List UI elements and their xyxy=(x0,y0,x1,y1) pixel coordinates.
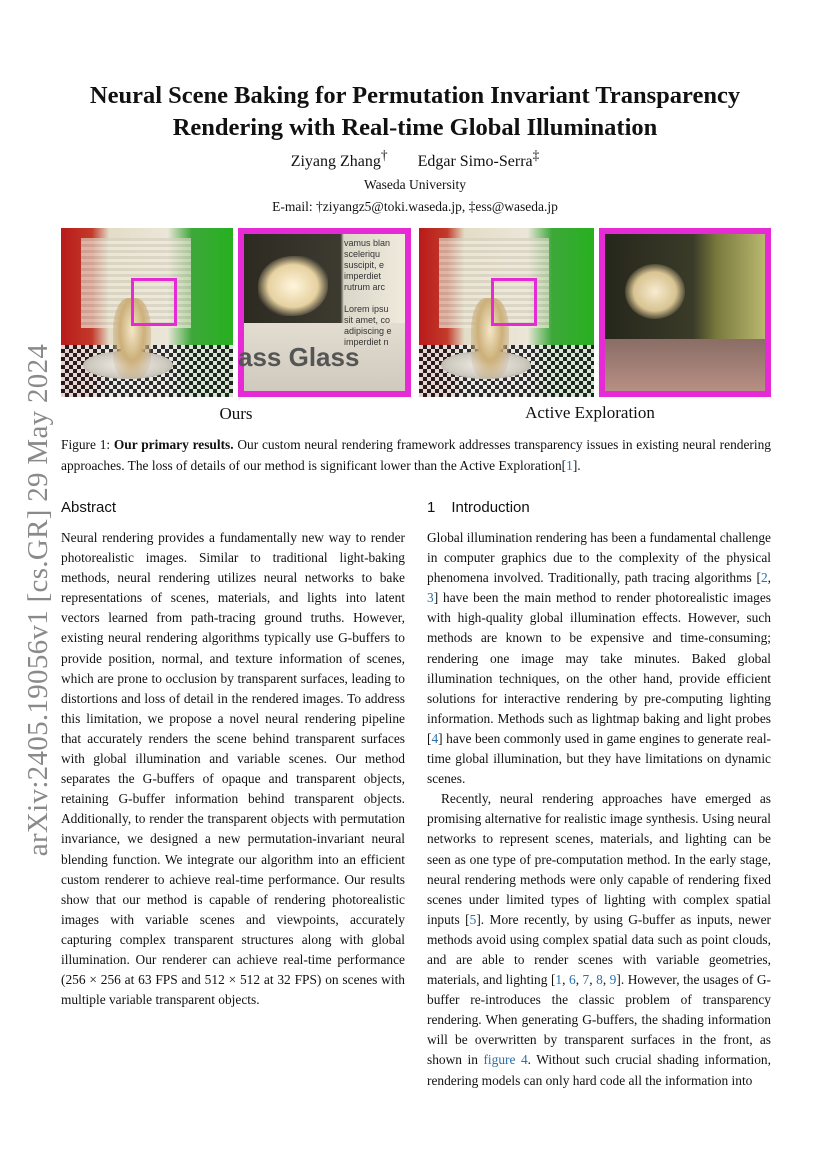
title-line-1: Neural Scene Baking for Permutation Invariant Transparency xyxy=(89,82,741,109)
intro-heading xyxy=(427,499,530,516)
author-1 xyxy=(290,148,388,171)
intro-paragraph-2: Recently, neural rendering approaches have emerged as promising alternative for realistic image synthesis. Using neural networks to represent scenes, materials, and lighting can be seen as one type of pre-computation method. In the early stage, neural rendering methods were only capable of rendering fixed scenes under limited types of lighting with complex spatial inputs [5]. More recently, by using G-buffer as inputs, newer methods avoid using complex spatial data such as point clouds, and are able to render scenes with variable geometries, materials, and lighting [1, 6, 7, 8, 9]. However, the usages of G-buffer re-introduces the classic problem of transparency rendering. When generating G-buffers, the shading information will be overwritten by transparent surfaces in the front, as shown in figure 4. Without such crucial shading information, rendering models can only hard code all the information into xyxy=(427,791,772,1088)
ours-render-image xyxy=(61,228,233,397)
intro-paragraph-1: Global illumination rendering has been a fundamental challenge in computer graphics due to the complexity of the physical phenomena involved. Traditionally, path tracing algorithms [2, 3] have been the main method to render photorealistic images with high-quality global illumination effects. However, such methods are known to be expensive and time-consuming; rendering one image may take minutes. Baked global illumination techniques, on the other hand, provide efficient solutions for interactive rendering by pre-computing lighting information. Methods such as lightmap baking and light probes [4] have been commonly used in game engines to generate real-time global illumination, but they have limitations on dynamic scenes. xyxy=(427,530,771,787)
intro-body xyxy=(427,528,771,1091)
ours-zoom-crop xyxy=(238,228,411,397)
active-exploration-render-image xyxy=(419,228,594,397)
crop-lower-area xyxy=(605,339,765,391)
text-span: Global illumination rendering has been a fundamental challenge in computer graphics due to the complexity of the physical phenomena involved. Traditionally, path tracing algorithms [ xyxy=(427,530,771,586)
author-1-name: Ziyang Zhang xyxy=(290,153,381,171)
paper-title xyxy=(70,80,760,144)
active-exploration-zoom-crop xyxy=(599,228,771,397)
text-span: Recently, neural rendering approaches have emerged as promising alternative for realistic image synthesis. Using neural networks to represent scenes, materials, and lighting can be seen as one type of pre-computation method. In the early stage, neural rendering methods were only capable of rendering fixed scenes under limited types of lighting with complex spatial inputs [ xyxy=(427,791,771,927)
text-span: ]. However, the usages of G-buffer re-introduces the classic problem of transparency rendering. When generating G-buffers, the shading information will be overwritten by transparent surfaces in the front, as shown in xyxy=(427,972,771,1068)
caption-text: Our custom neural rendering framework addresses transparency issues in existing neural rendering approaches. The loss of details of our method is significant lower than the Active Exploration[ xyxy=(61,437,771,473)
arxiv-stamp: arXiv:2405.19056v1 [cs.GR] 29 May 2024 xyxy=(22,343,54,857)
affiliation: Waseda University xyxy=(363,177,466,192)
text-span: ]. More recently, by using G-buffer as inputs, newer methods avoid using complex spatial data such as point clouds, and are able to render scenes with variable geometries, materials, and lighting [ xyxy=(427,911,772,988)
author-2-mark: ‡ xyxy=(532,148,540,163)
citation-link[interactable]: 2 xyxy=(760,570,768,586)
citation-link[interactable]: 7 xyxy=(582,972,590,988)
section-title: Introduction xyxy=(451,499,530,516)
crop-highlight xyxy=(625,264,685,319)
label-ours: Ours xyxy=(219,404,253,423)
author-2 xyxy=(417,148,540,171)
author-1-mark: † xyxy=(380,148,388,163)
citation-link[interactable]: 4 xyxy=(431,730,439,746)
caption-prefix: Figure 1: xyxy=(61,437,114,452)
citation-link[interactable]: 3 xyxy=(427,590,434,606)
text-span: ] have been the main method to render photorealistic images with high-quality global illumination effects. However, such methods are known to be expensive and time-consuming; rendering one image may take minutes. Baked global illumination techniques, on the other hand, provide efficient solutions for interactive rendering by pre-computing lighting information. Methods such as lightmap baking and light probes [ xyxy=(427,590,771,746)
label-active-exploration: Active Exploration xyxy=(525,403,655,422)
email-line: E-mail: †ziyangz5@toki.waseda.jp, ‡ess@waseda.jp xyxy=(272,199,558,214)
crop-highlight xyxy=(258,256,328,316)
caption-bold: Our primary results. xyxy=(113,437,234,452)
abstract-heading: Abstract xyxy=(61,499,117,516)
figure-link[interactable]: figure 4 xyxy=(483,1052,528,1068)
zoom-region-box xyxy=(131,278,177,326)
abstract-body xyxy=(61,528,405,1010)
section-number: 1 xyxy=(427,499,436,516)
title-line-2: Rendering with Real-time Global Illumination xyxy=(172,114,658,141)
citation-link[interactable]: 8 xyxy=(596,972,603,988)
caption-end: ]. xyxy=(572,458,581,473)
citation-link[interactable]: 9 xyxy=(609,972,617,988)
abstract-paragraph: Neural rendering provides a fundamentally new way to render photorealistic images. Similar to traditional light-baking methods, neural rendering utilizes neural networks to bake representations of scenes, materials, and lights into latent vectors learned from path-tracing ground truths. However, existing neural rendering algorithms typically use G-buffers to provide position, normal, and texture information of scenes, which are prone to occlusion by transparent surfaces, leading to distortions and loss of detail in the rendered images. To address this limitation, we propose a novel neural rendering pipeline that accurately renders the scene behind transparent surfaces with global illumination and variable scenes. Our method separates the G-buffers of opaque and transparent objects, retaining G-buffer information behind transparent objects. Additionally, to render the transparent objects with permutation invariance, we designed a new permutation-invariant neural blending function. We integrate our algorithm into an efficient custom renderer to achieve real-time performance. Our results show that our method is capable of rendering photorealistic images with variable scenes and viewpoints, accurately capturing complex transparent structures along with global illumination. Our renderer can achieve real-time performance (256 × 256 at 63 FPS and 512 × 512 at 32 FPS) on scenes with multiple variable transparent objects. xyxy=(61,530,405,1008)
author-2-name: Edgar Simo-Serra xyxy=(417,153,533,171)
text-span: ] have been commonly used in game engines to generate real-time global illumination, but they have limitations on dynamic scenes. xyxy=(427,730,771,787)
crop-newspaper-text: vamus blan sceleriqu suscipit, e imperdiet rutrum arc Lorem ipsu sit amet, co adipiscing e imperdiet n xyxy=(344,238,392,347)
citation-link[interactable]: 6 xyxy=(568,972,576,988)
zoom-region-box xyxy=(491,278,537,326)
citation-link[interactable]: 1 xyxy=(566,458,573,473)
author-list xyxy=(70,148,760,171)
citation-link[interactable]: 1 xyxy=(555,972,563,988)
citation-link[interactable]: 5 xyxy=(469,911,477,927)
text-span: . Without such crucial shading information, rendering models can only hard code all the information into xyxy=(427,1052,771,1088)
figure-caption xyxy=(61,434,771,476)
crop-glass-text: ass Glass xyxy=(238,342,360,372)
